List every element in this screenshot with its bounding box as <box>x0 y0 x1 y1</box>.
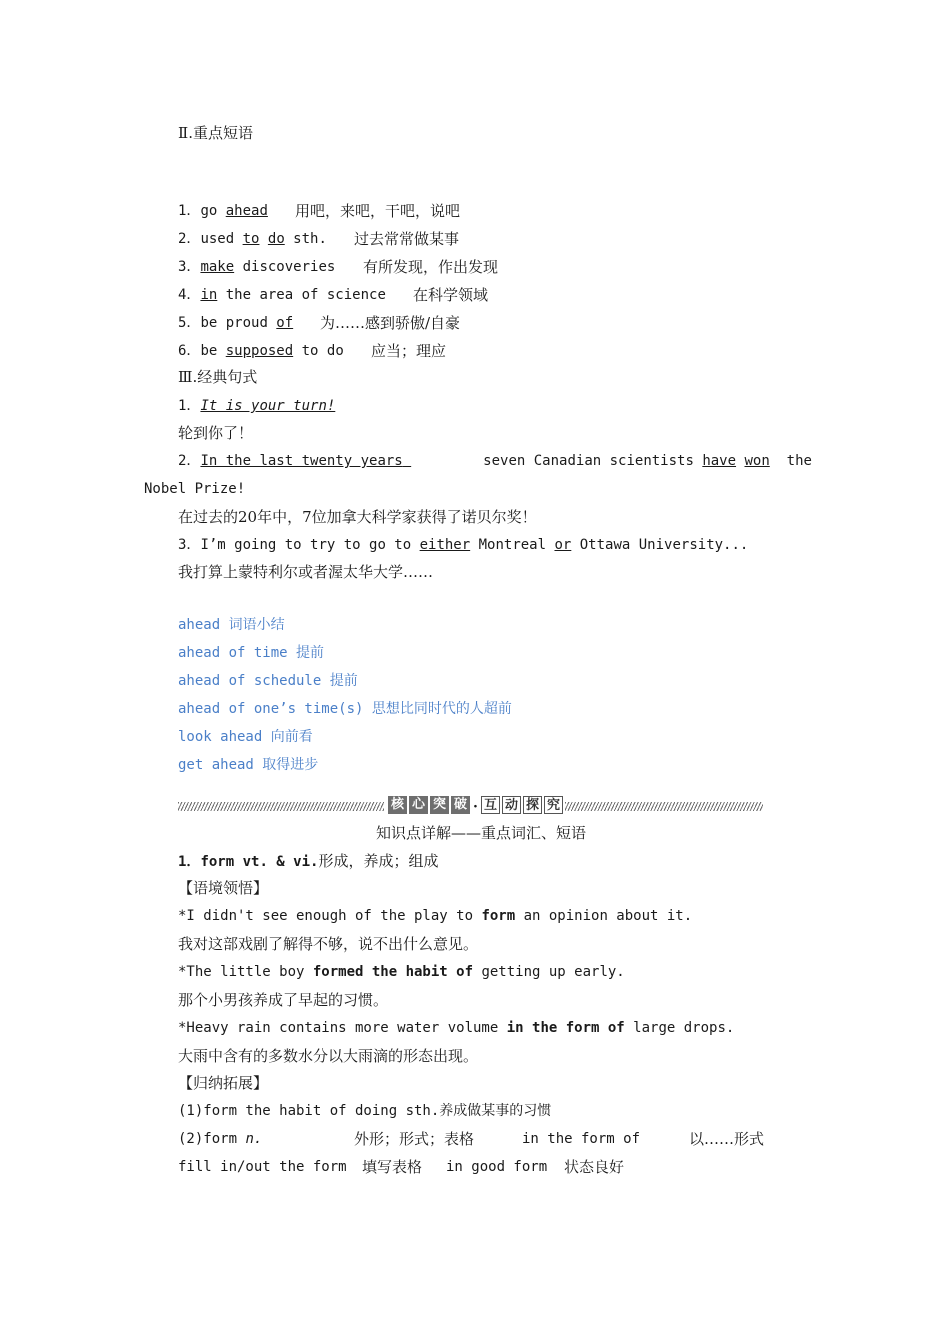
summary-item: ahead of schedule 提前 <box>178 673 358 689</box>
phrase-meaning: 在科学领域 <box>413 286 489 304</box>
sentence-3-translation: 我打算上蒙特利尔或者渥太华大学…… <box>178 563 434 581</box>
example-translation: 大雨中含有的多数水分以大雨滴的形态出现。 <box>178 1047 479 1065</box>
example-translation: 那个小男孩养成了早起的习惯。 <box>178 991 389 1009</box>
summary-item: get ahead 取得进步 <box>178 757 319 773</box>
sentence-1: 1．It is your turn! <box>178 398 336 414</box>
expand-item-3b-meaning: 状态良好 <box>564 1158 625 1176</box>
expand-heading: 【归纳拓展】 <box>178 1074 269 1092</box>
phrase-item: 6．be supposed to do <box>178 343 344 359</box>
summary-item: ahead 词语小结 <box>178 617 285 633</box>
phrase-item: 2．used to do sth. <box>178 231 327 247</box>
section-heading-phrases: Ⅱ.重点短语 <box>178 124 253 142</box>
banner-char: 突 <box>430 796 449 814</box>
banner-title-interactive <box>481 796 563 816</box>
phrase-meaning: 为……感到骄傲/自豪 <box>320 314 461 332</box>
banner-hatch-right <box>565 802 763 811</box>
sentence-3: 3．I’m going to try to go to either Montreal or Ottawa University... <box>178 537 749 553</box>
banner-separator: · <box>473 799 478 815</box>
banner-char: 核 <box>388 796 407 814</box>
section-banner <box>178 796 763 818</box>
banner-title-core <box>388 796 470 816</box>
example-sentence: *I didn't see enough of the play to form an opinion about it. <box>178 908 693 924</box>
entry-form: 1．form vt. & vi.形成，养成；组成 <box>178 852 439 870</box>
phrase-meaning: 有所发现，作出发现 <box>363 258 499 276</box>
knowledge-title: 知识点详解——重点词汇、短语 <box>376 824 587 842</box>
expand-item-2-phrase-meaning: 以……形式 <box>689 1130 765 1148</box>
summary-item: ahead of time 提前 <box>178 645 325 661</box>
expand-item-3a: fill in/out the form <box>178 1159 347 1175</box>
phrase-item: 1．go ahead <box>178 203 268 219</box>
banner-char: 互 <box>481 796 500 814</box>
example-sentence: *Heavy rain contains more water volume in the form of large drops. <box>178 1020 735 1036</box>
example-sentence: *The little boy formed the habit of getting up early. <box>178 964 625 980</box>
summary-item: ahead of one’s time(s) 思想比同时代的人超前 <box>178 701 512 717</box>
expand-item-2-phrase: in the form of <box>522 1131 641 1147</box>
banner-char: 探 <box>523 796 542 814</box>
expand-item-3b: in good form <box>446 1159 548 1175</box>
sentence-2-continued: Nobel Prize! <box>144 481 246 497</box>
phrase-meaning: 应当；理应 <box>371 342 447 360</box>
expand-item-2: (2)form n. <box>178 1131 263 1147</box>
banner-char: 动 <box>502 796 521 814</box>
context-heading: 【语境领悟】 <box>178 879 269 897</box>
banner-char: 究 <box>544 796 563 814</box>
expand-item-1: (1)form the habit of doing sth.养成做某事的习惯 <box>178 1103 552 1119</box>
banner-char: 心 <box>409 796 428 814</box>
phrase-item: 3．make discoveries <box>178 259 336 275</box>
summary-item: look ahead 向前看 <box>178 729 313 745</box>
phrase-item: 5．be proud of <box>178 315 294 331</box>
sentence-2: 2．In the last twenty years seven Canadian scientists have won the <box>178 453 812 469</box>
sentence-2-translation: 在过去的20年中，7位加拿大科学家获得了诺贝尔奖！ <box>178 508 537 526</box>
expand-item-3a-meaning: 填写表格 <box>362 1158 423 1176</box>
phrase-meaning: 过去常常做某事 <box>354 230 460 248</box>
phrase-item: 4．in the area of science <box>178 287 386 303</box>
phrase-meaning: 用吧，来吧，干吧，说吧 <box>295 202 461 220</box>
expand-item-2-meaning: 外形；形式；表格 <box>354 1130 475 1148</box>
section-heading-sentences: Ⅲ.经典句式 <box>178 368 258 386</box>
banner-char: 破 <box>451 796 470 814</box>
sentence-1-translation: 轮到你了！ <box>178 424 254 442</box>
banner-hatch-left <box>178 802 384 811</box>
example-translation: 我对这部戏剧了解得不够，说不出什么意见。 <box>178 935 479 953</box>
